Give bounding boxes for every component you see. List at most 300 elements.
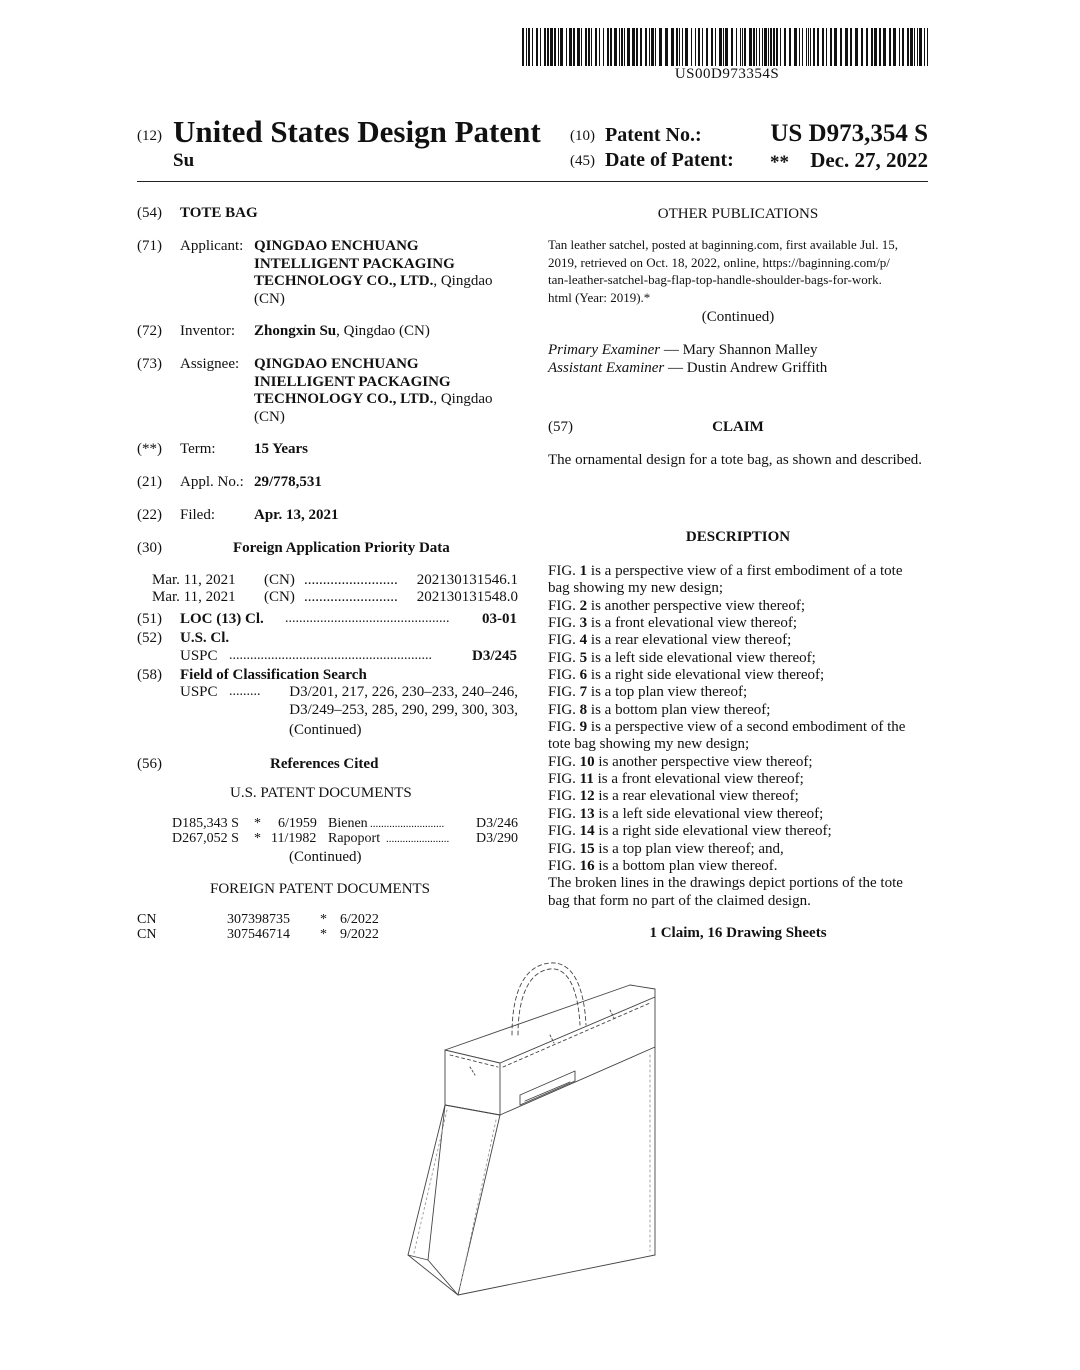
- barcode-bar: [808, 28, 809, 66]
- appl-number: 29/778,531: [254, 474, 322, 490]
- design-title: TOTE BAG: [180, 205, 258, 221]
- barcode-bar: [917, 28, 918, 66]
- fig-prefix: FIG.: [548, 753, 580, 770]
- fig-text: is a right side elevational view thereof;: [594, 823, 832, 840]
- f30-code: (30): [137, 540, 162, 556]
- f21-code: (21): [137, 474, 162, 490]
- patent-no-label: Patent No.:: [605, 124, 702, 146]
- inventor-surname: Su: [173, 150, 195, 171]
- barcode-bar: [544, 28, 546, 66]
- patent-title: United States Design Patent: [173, 114, 541, 149]
- barcode-bar: [619, 28, 620, 66]
- patent-number: US D973,354 S: [770, 120, 928, 147]
- barcode-bar: [907, 28, 909, 66]
- code-12: (12): [137, 128, 162, 144]
- f51-code: (51): [137, 611, 162, 627]
- barcode-bar: [927, 28, 928, 66]
- barcode-bar: [810, 28, 811, 66]
- barcode-bar: [817, 28, 819, 66]
- barcode-bar: [780, 28, 781, 66]
- barcode-bar: [889, 28, 891, 66]
- claims-summary: 1 Claim, 16 Drawing Sheets: [649, 925, 827, 941]
- search-line-1: D3/201, 217, 226, 230–233, 240–246,: [289, 684, 518, 700]
- description-line: [548, 788, 930, 805]
- tote-bag-drawing: [400, 955, 680, 1310]
- priority-dots-2: .........................: [304, 589, 398, 605]
- primary-examiner-name: — Mary Shannon Malley: [660, 342, 818, 358]
- barcode-bar: [902, 28, 904, 66]
- fig-number: 5: [579, 649, 588, 666]
- barcode-text: US00D973354S: [674, 66, 780, 82]
- barcode-bar: [845, 28, 848, 66]
- fig-prefix: FIG.: [548, 840, 580, 857]
- assignee: [254, 356, 514, 426]
- f73-code: (73): [137, 356, 162, 372]
- barcode-bar: [924, 28, 925, 66]
- barcode-bar: [621, 28, 623, 66]
- barcode-bar: [550, 28, 553, 66]
- description-line: [548, 684, 930, 701]
- f52-uspc: USPC: [180, 648, 218, 664]
- barcode-bar: [753, 28, 755, 66]
- barcode-bar: [706, 28, 708, 66]
- fig-text: bag that form no part of the claimed design.: [548, 892, 811, 909]
- foreign-ref-row-1: [137, 912, 397, 928]
- barcode-bar: [627, 28, 630, 66]
- filed-date: Apr. 13, 2021: [254, 507, 339, 523]
- description-line: [548, 754, 930, 771]
- f58-label: Field of Classification Search: [180, 667, 367, 683]
- inventor: [254, 323, 514, 341]
- description-line: [548, 667, 930, 684]
- fig-text: is a right side elevational view thereof;: [587, 667, 825, 684]
- fig-text: bag showing my new design;: [548, 580, 723, 597]
- barcode-bar: [554, 28, 556, 66]
- barcode-bar: [871, 28, 873, 66]
- barcode-bar: [744, 28, 746, 66]
- f51-label: LOC (13) Cl.: [180, 611, 264, 627]
- claim-heading: CLAIM: [712, 419, 764, 435]
- us-ref-row-1: [172, 816, 518, 832]
- other-pub-continued: (Continued): [701, 309, 775, 325]
- description-line: [548, 841, 930, 858]
- barcode-bar: [536, 28, 538, 66]
- date-label: Date of Patent:: [605, 149, 734, 171]
- barcode-bar: [558, 28, 559, 66]
- description-line: [548, 823, 930, 840]
- barcode-bar: [695, 28, 696, 66]
- other-pub-line-2: 2019, retrieved on Oct. 18, 2022, online, https://baginning.com/p/: [548, 254, 890, 270]
- priority-heading: Foreign Application Priority Data: [233, 540, 450, 556]
- applicant-line-1: QINGDAO ENCHUANG: [254, 238, 419, 254]
- fig-text: is a rear elevational view thereof;: [587, 632, 792, 649]
- barcode-bar: [789, 28, 791, 66]
- us-ref-name-1: Bienen: [328, 816, 368, 831]
- barcode-bar: [762, 28, 763, 66]
- barcode-bar: [671, 28, 674, 66]
- fig-number: 14: [579, 823, 595, 840]
- barcode-bar: [794, 28, 797, 66]
- barcode-bar: [659, 28, 662, 66]
- other-publications-heading: OTHER PUBLICATIONS: [657, 206, 819, 222]
- f58-uspc: USPC: [180, 684, 218, 700]
- barcode: [522, 28, 930, 66]
- claim-text: The ornamental design for a tote bag, as shown and described.: [548, 452, 923, 468]
- barcode-bar: [569, 28, 572, 66]
- code-10: (10): [570, 128, 595, 144]
- header-rule: [137, 181, 928, 182]
- f52-code: (52): [137, 630, 162, 646]
- references-heading: References Cited: [270, 756, 379, 772]
- fig-prefix: FIG.: [548, 563, 580, 579]
- description-line: [548, 875, 930, 892]
- barcode-bar: [632, 28, 635, 66]
- barcode-bar: [840, 28, 842, 66]
- fig-text: is a rear elevational view thereof;: [594, 788, 799, 805]
- primary-examiner: [548, 342, 928, 360]
- foreign-country-2: CN: [137, 927, 157, 942]
- date-marker: **: [770, 152, 789, 173]
- f22-code: (22): [137, 507, 162, 523]
- barcode-bar: [566, 28, 567, 66]
- fig-number: 11: [579, 771, 594, 788]
- priority-country-1: (CN): [264, 572, 295, 588]
- barcode-bar: [830, 28, 832, 66]
- foreign-star-1: *: [320, 912, 327, 927]
- barcode-bar: [749, 28, 752, 66]
- barcode-bar: [740, 28, 741, 66]
- barcode-bar: [826, 28, 827, 66]
- fig-number: 10: [579, 753, 595, 770]
- barcode-bar: [919, 28, 922, 66]
- fig-number: 6: [579, 667, 588, 684]
- other-pub-line-3: tan-leather-satchel-bag-flap-top-handle-shoulder-bags-for-work.: [548, 272, 882, 287]
- barcode-bar: [636, 28, 638, 66]
- barcode-bar: [614, 28, 617, 66]
- us-class: D3/245: [472, 648, 517, 664]
- description-list: [548, 563, 930, 910]
- barcode-bar: [893, 28, 896, 66]
- us-docs-heading: U.S. PATENT DOCUMENTS: [230, 785, 412, 801]
- fig-text: is a left side elevational view thereof;: [594, 805, 824, 822]
- fig-prefix: FIG.: [548, 649, 580, 666]
- barcode-bar: [756, 28, 757, 66]
- barcode-bar: [855, 28, 858, 66]
- barcode-bar: [850, 28, 852, 66]
- description-line: [548, 719, 930, 736]
- fig-prefix: FIG.: [548, 823, 580, 840]
- barcode-bar: [879, 28, 881, 66]
- us-ref-number-2: D267,052 S: [172, 831, 239, 846]
- primary-examiner-label: Primary Examiner: [548, 342, 661, 358]
- us-ref-dots-1: ...........................: [370, 818, 445, 830]
- barcode-bar: [679, 28, 680, 66]
- tote-bag-figure: [400, 955, 680, 1310]
- barcode-bar: [522, 28, 524, 66]
- barcode-bar: [764, 28, 767, 66]
- claim-code: (57): [548, 419, 573, 435]
- description-line: [548, 580, 930, 597]
- f58-code: (58): [137, 667, 162, 683]
- fig-prefix: FIG.: [548, 684, 580, 701]
- f52-label: U.S. Cl.: [180, 630, 230, 646]
- other-pub-line-4: html (Year: 2019).*: [548, 289, 651, 305]
- barcode-bar: [715, 28, 716, 66]
- foreign-number-2: 307546714: [227, 927, 290, 942]
- barcode-bar: [719, 28, 722, 66]
- fig-prefix: FIG.: [548, 771, 580, 788]
- foreign-star-2: *: [320, 927, 327, 942]
- fig-number: 15: [579, 840, 595, 857]
- barcode-bar: [813, 28, 815, 66]
- barcode-bar: [910, 28, 913, 66]
- fig-text: The broken lines in the drawings depict portions of the tote: [548, 875, 903, 892]
- barcode-bar: [651, 28, 654, 66]
- barcode-bar: [595, 28, 597, 66]
- priority-number-2: 202130131548.0: [416, 589, 518, 605]
- patent-date: Dec. 27, 2022: [810, 148, 928, 172]
- barcode-bar: [682, 28, 683, 66]
- description-line: [548, 563, 930, 580]
- fig-prefix: FIG.: [548, 597, 580, 614]
- f71-code: (71): [137, 238, 162, 254]
- term-code: (**): [137, 441, 162, 457]
- fig-number: 8: [579, 701, 588, 718]
- search-continued: (Continued): [289, 722, 362, 738]
- us-ref-dots-2: .......................: [386, 833, 450, 845]
- f54-code: (54): [137, 205, 162, 221]
- assignee-city: , Qingdao: [433, 391, 493, 407]
- barcode-bar: [806, 28, 807, 66]
- barcode-bar: [736, 28, 737, 66]
- priority-date-2: Mar. 11, 2021: [152, 589, 236, 605]
- us-ref-class-2: D3/290: [476, 831, 518, 846]
- description-line: [548, 771, 930, 788]
- fig-text: is a perspective view of a second embodiment of the: [587, 719, 906, 736]
- description-line: [548, 702, 930, 719]
- f21-label: Appl. No.:: [180, 474, 244, 490]
- description-line: [548, 615, 930, 632]
- barcode-bar: [685, 28, 688, 66]
- barcode-bar: [770, 28, 772, 66]
- us-ref-star-2: *: [254, 831, 261, 846]
- foreign-ref-row-2: [137, 927, 397, 943]
- barcode-bar: [581, 28, 582, 66]
- f72-label: Inventor:: [180, 323, 235, 339]
- priority-row-1: [152, 572, 518, 588]
- barcode-bar: [742, 28, 743, 66]
- fig-number: 9: [579, 719, 588, 736]
- fig-number: 7: [579, 684, 588, 701]
- fig-text: is a bottom plan view thereof;: [587, 701, 771, 718]
- other-pub-line-1: Tan leather satchel, posted at baginning.com, first available Jul. 15,: [548, 237, 898, 252]
- term-label: Term:: [180, 441, 216, 457]
- applicant-city: , Qingdao: [433, 273, 493, 289]
- barcode-bar: [802, 28, 803, 66]
- fig-prefix: FIG.: [548, 667, 580, 684]
- fig-number: 16: [579, 857, 595, 874]
- fig-prefix: FIG.: [548, 632, 580, 649]
- barcode-bar: [784, 28, 786, 66]
- fig-number: 13: [579, 805, 595, 822]
- f56-code: (56): [137, 756, 162, 772]
- fig-text: is a perspective view of a first embodiment of a tote: [587, 563, 903, 579]
- assignee-line-3: TECHNOLOGY CO., LTD.: [254, 391, 434, 407]
- barcode-bar: [547, 28, 549, 66]
- code-45: (45): [570, 153, 595, 169]
- barcode-bar: [588, 28, 590, 66]
- us-ref-row-2: [172, 831, 518, 847]
- fig-text: is a bottom plan view thereof.: [594, 857, 778, 874]
- barcode-bar: [665, 28, 668, 66]
- foreign-number-1: 307398735: [227, 912, 290, 927]
- f71-label: Applicant:: [180, 238, 244, 254]
- f72-code: (72): [137, 323, 162, 339]
- barcode-bar: [874, 28, 877, 66]
- barcode-bar: [645, 28, 647, 66]
- barcode-bar: [866, 28, 868, 66]
- fig-prefix: FIG.: [548, 805, 580, 822]
- assistant-examiner: [548, 360, 928, 378]
- description-line: [548, 806, 930, 823]
- barcode-graphic: [522, 28, 930, 66]
- barcode-bar: [649, 28, 650, 66]
- description-line: [548, 598, 930, 615]
- us-ref-date-1: 6/1959: [278, 816, 317, 831]
- applicant-line-2: INTELLIGENT PACKAGING: [254, 255, 455, 272]
- fig-prefix: FIG.: [548, 615, 580, 632]
- inventor-name: Zhongxin Su: [254, 323, 337, 339]
- fig-prefix: FIG.: [548, 719, 580, 736]
- barcode-bar: [899, 28, 900, 66]
- barcode-bar: [560, 28, 563, 66]
- barcode-bar: [585, 28, 587, 66]
- barcode-bar: [773, 28, 775, 66]
- foreign-date-2: 9/2022: [340, 927, 379, 942]
- barcode-bar: [691, 28, 692, 66]
- assistant-examiner-label: Assistant Examiner: [548, 360, 665, 376]
- barcode-bar: [577, 28, 580, 66]
- us-ref-class-1: D3/246: [476, 816, 518, 831]
- fig-text: tote bag showing my new design;: [548, 736, 750, 753]
- barcode-bar: [725, 28, 728, 66]
- assignee-line-1: QINGDAO ENCHUANG: [254, 356, 419, 372]
- us-ref-number-1: D185,343 S: [172, 816, 239, 831]
- fig-text: is another perspective view thereof;: [587, 597, 806, 614]
- applicant-line-3: TECHNOLOGY CO., LTD.: [254, 273, 434, 289]
- barcode-bar: [711, 28, 713, 66]
- barcode-bar: [676, 28, 678, 66]
- f52-dots: ..........................................................: [229, 648, 432, 663]
- barcode-bar: [573, 28, 575, 66]
- fig-prefix: FIG.: [548, 788, 580, 805]
- barcode-bar: [655, 28, 656, 66]
- fig-text: is a top plan view thereof;: [587, 684, 748, 701]
- priority-date-1: Mar. 11, 2021: [152, 572, 236, 588]
- assistant-examiner-name: — Dustin Andrew Griffith: [664, 360, 828, 376]
- loc-class: 03-01: [482, 611, 517, 627]
- description-line: [548, 858, 930, 875]
- barcode-bar: [610, 28, 612, 66]
- barcode-bar: [822, 28, 824, 66]
- barcode-bar: [883, 28, 886, 66]
- barcode-bar: [723, 28, 724, 66]
- applicant-country: (CN): [254, 290, 285, 307]
- barcode-bar: [768, 28, 769, 66]
- fig-prefix: FIG.: [548, 857, 580, 874]
- barcode-bar: [834, 28, 837, 66]
- fig-text: is a left side elevational view thereof;: [587, 649, 816, 666]
- barcode-bar: [591, 28, 592, 66]
- barcode-bar: [640, 28, 642, 66]
- fig-text: is a front elevational view thereof;: [593, 771, 804, 788]
- barcode-bar: [702, 28, 703, 66]
- barcode-bar: [540, 28, 541, 66]
- fig-prefix: FIG.: [548, 701, 580, 718]
- description-line: [548, 893, 930, 910]
- description-heading: DESCRIPTION: [685, 529, 791, 545]
- barcode-bar: [914, 28, 915, 66]
- fig-text: is another perspective view thereof;: [594, 753, 813, 770]
- inventor-location: , Qingdao (CN): [336, 323, 430, 339]
- us-ref-name-2: Rapoport: [328, 831, 381, 846]
- barcode-bar: [599, 28, 600, 66]
- barcode-bar: [861, 28, 863, 66]
- barcode-bar: [526, 28, 527, 66]
- f73-label: Assignee:: [180, 356, 240, 372]
- foreign-date-1: 6/2022: [340, 912, 379, 927]
- fig-number: 12: [579, 788, 595, 805]
- barcode-bar: [698, 28, 700, 66]
- other-publications: [548, 236, 928, 306]
- description-line: [548, 736, 930, 753]
- us-ref-date-2: 11/1982: [271, 831, 317, 846]
- barcode-bar: [799, 28, 800, 66]
- barcode-bar: [607, 28, 609, 66]
- priority-number-1: 202130131546.1: [416, 572, 518, 588]
- search-line-2: D3/249–253, 285, 290, 299, 300, 303,: [289, 702, 518, 718]
- fig-number: 3: [579, 615, 588, 632]
- fig-number: 1: [579, 563, 588, 579]
- barcode-bar: [759, 28, 760, 66]
- barcode-bar: [528, 28, 530, 66]
- term-value: 15 Years: [254, 441, 309, 457]
- fig-text: is a front elevational view thereof;: [587, 615, 798, 632]
- f58-dots: .........: [229, 684, 261, 699]
- fig-number: 2: [579, 597, 588, 614]
- barcode-bar: [532, 28, 533, 66]
- barcode-bar: [731, 28, 733, 66]
- barcode-bar: [603, 28, 604, 66]
- priority-country-2: (CN): [264, 589, 295, 605]
- barcode-bar: [624, 28, 625, 66]
- assignee-line-2: INIELLIGENT PACKAGING: [254, 373, 451, 390]
- fig-number: 4: [579, 632, 588, 649]
- f51-dots: ...............................................: [285, 611, 450, 626]
- foreign-docs-heading: FOREIGN PATENT DOCUMENTS: [210, 881, 431, 897]
- description-line: [548, 650, 930, 667]
- fig-text: is a top plan view thereof; and,: [594, 840, 784, 857]
- priority-dots-1: .........................: [304, 572, 398, 588]
- f22-label: Filed:: [180, 507, 216, 523]
- foreign-country-1: CN: [137, 912, 157, 927]
- priority-row-2: [152, 589, 518, 605]
- description-line: [548, 632, 930, 649]
- us-ref-star-1: *: [254, 816, 261, 831]
- barcode-bar: [776, 28, 778, 66]
- applicant: [254, 238, 514, 308]
- us-docs-continued: (Continued): [289, 849, 362, 865]
